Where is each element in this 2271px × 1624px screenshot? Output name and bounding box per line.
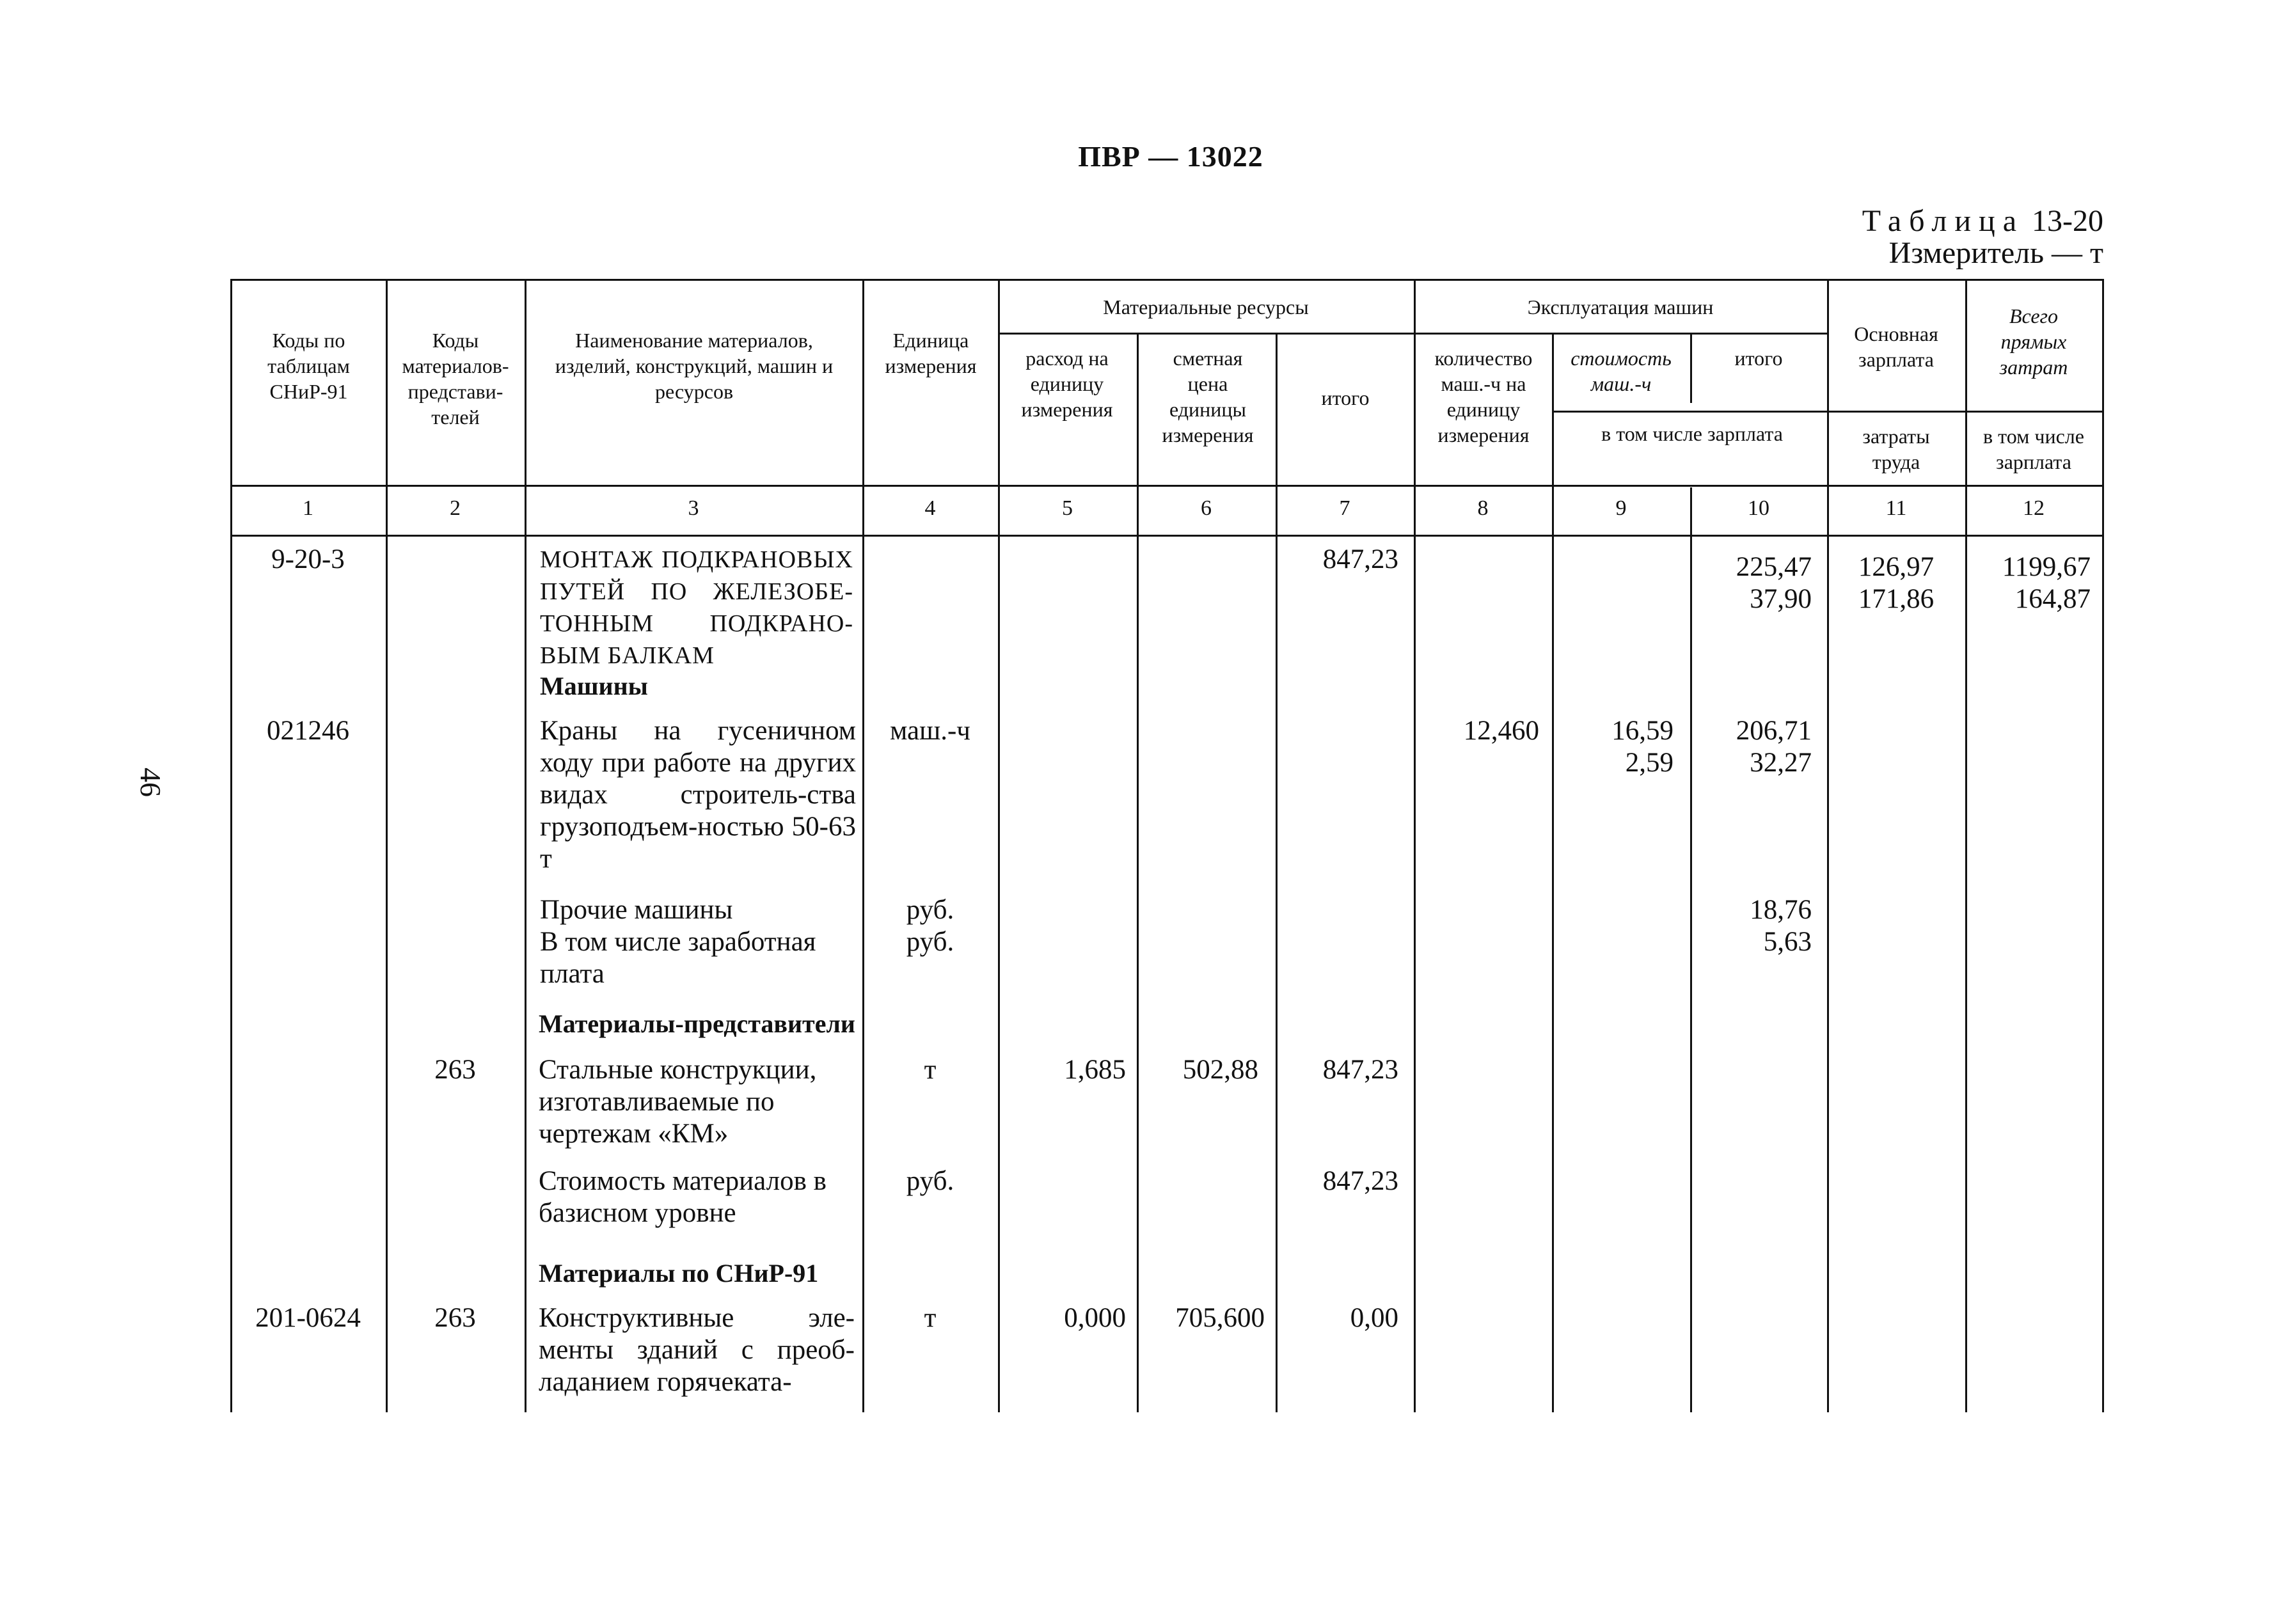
row5-col5: 1,685 <box>1064 1055 1126 1085</box>
col-line-9 <box>1690 333 1692 403</box>
col-number-11: 11 <box>1885 496 1907 520</box>
row7-col5: 0,000 <box>1064 1303 1126 1333</box>
row1-col10-wage: 37,90 <box>1750 584 1812 614</box>
numbers-bottom-border <box>230 535 2102 537</box>
table-top-border <box>230 279 2102 281</box>
group-header-underline <box>998 333 1827 335</box>
col8-header: количество маш.-ч на единицу измерения <box>1434 347 1533 446</box>
col-number-3: 3 <box>688 496 699 520</box>
col10-header: итого <box>1734 347 1783 370</box>
col-number-6: 6 <box>1201 496 1212 520</box>
row6-unit: руб. <box>906 1166 954 1196</box>
row7-unit: т <box>924 1303 937 1333</box>
document-title: ПВР — 13022 <box>1078 140 1263 173</box>
page-number: 46 <box>134 768 167 797</box>
row5-col6: 502,88 <box>1182 1055 1258 1085</box>
row4-name: В том числе заработная плата <box>540 927 816 989</box>
header-bottom-border <box>230 485 2102 487</box>
row2-unit: маш.-ч <box>890 716 970 746</box>
col-line-0 <box>230 279 232 1412</box>
col-number-1: 1 <box>303 496 313 520</box>
row6-col7: 847,23 <box>1322 1166 1398 1196</box>
col-line-10 <box>1827 279 1829 1412</box>
col-line-12 <box>2102 279 2104 1412</box>
col2-header: Коды материалов-представи-телей <box>402 329 509 429</box>
col9-header: стоимость маш.-ч <box>1571 347 1672 395</box>
row6-name: Стоимость материалов в базисном уровне <box>539 1166 827 1228</box>
col-number-12: 12 <box>2023 496 2045 520</box>
row2-col8-qty: 12,460 <box>1463 716 1539 746</box>
table-label <box>1862 203 2103 239</box>
row7-code2: 263 <box>434 1303 476 1333</box>
subheader-underline <box>1552 411 2102 413</box>
col-number-5: 5 <box>1062 496 1073 520</box>
row1-col12-total: 1199,67 <box>2002 552 2091 582</box>
table-word: Таблица <box>1862 204 2025 238</box>
row3-col10-total: 18,76 <box>1750 895 1812 925</box>
row2-col10-total: 206,71 <box>1736 716 1812 746</box>
col-number-4: 4 <box>924 496 936 520</box>
row2-col9-wage: 2,59 <box>1625 748 1674 778</box>
col4-header: Единица измерения <box>885 329 977 377</box>
estimate-table <box>230 279 2102 1412</box>
col12-header-bottom: в том числе зарплата <box>1983 425 2084 473</box>
row2-col9-cost: 16,59 <box>1611 716 1674 746</box>
row4-unit: руб. <box>906 927 954 957</box>
col9-10-subheader: в том числе зарплата <box>1601 422 1783 445</box>
col-line-6 <box>1276 333 1278 1412</box>
col6-header: сметная цена единицы измерения <box>1162 347 1254 446</box>
row7-col6: 705,600 <box>1175 1303 1265 1333</box>
col-line-11 <box>1965 279 1967 1412</box>
row1-col11-wage: 126,97 <box>1858 552 1935 582</box>
col-line-1 <box>386 279 388 1412</box>
row1-col12-wage: 164,87 <box>2014 584 2091 614</box>
row3-name: Прочие машины <box>540 895 733 925</box>
table-number: 13-20 <box>2032 204 2103 238</box>
col1-header: Коды по таблицам СНиР-91 <box>267 329 350 403</box>
col-number-7: 7 <box>1339 496 1350 520</box>
col-number-2: 2 <box>450 496 461 520</box>
row1-col11-labour: 171,86 <box>1858 584 1935 614</box>
materials-group-header: Материальные ресурсы <box>1103 296 1309 319</box>
col7-header: итого <box>1321 386 1370 409</box>
col3-header: Наименование материалов, изделий, конструкций, машин и ресурсов <box>555 329 834 403</box>
row1-name: МОНТАЖ ПОДКРАНОВЫХ ПУТЕЙ ПО ЖЕЛЕЗОБЕ-ТОННЫМ ПОДКРАНО-ВЫМ БАЛКАМ <box>540 546 853 669</box>
machines-group-header: Эксплуатация машин <box>1527 296 1714 319</box>
section-materials-snir: Материалы по СНиР-91 <box>539 1259 819 1288</box>
row2-code: 021246 <box>267 716 349 746</box>
row7-code: 201-0624 <box>255 1303 361 1333</box>
row7-name: Конструктивные эле-менты зданий с преоб-ладанием горячеката- <box>539 1303 855 1397</box>
col-line-5 <box>1137 333 1139 1412</box>
row5-name: Стальные конструкции, изготавливаемые по чертежам «КМ» <box>539 1055 817 1149</box>
row2-col10-wage: 32,27 <box>1750 748 1812 778</box>
col12-header-top: Всего прямых затрат <box>1999 304 2068 379</box>
row4-col10-total: 5,63 <box>1763 927 1812 957</box>
row5-code2: 263 <box>434 1055 476 1085</box>
row1-col10-total: 225,47 <box>1736 552 1812 582</box>
col11-header-top: Основная зарплата <box>1854 322 1938 371</box>
row1-col7-total: 847,23 <box>1322 544 1398 574</box>
col-line-8 <box>1552 333 1554 1412</box>
row1-code: 9-20-3 <box>271 544 345 574</box>
row7-col7: 0,00 <box>1350 1303 1398 1333</box>
row5-col7: 847,23 <box>1322 1055 1398 1085</box>
section-machines: Машины <box>540 672 648 700</box>
col-line-7 <box>1414 279 1416 1412</box>
col11-header-bottom: затраты труда <box>1862 425 1930 473</box>
col-number-8: 8 <box>1477 496 1489 520</box>
col-line-4 <box>998 279 1000 1412</box>
row3-unit: руб. <box>906 895 954 925</box>
row5-unit: т <box>924 1055 937 1085</box>
col-number-9: 9 <box>1615 496 1627 520</box>
section-materials-representatives: Материалы-представители <box>539 1009 855 1038</box>
col-line-2 <box>525 279 526 1412</box>
col-number-10: 10 <box>1748 496 1769 520</box>
row2-name: Краны на гусеничном ходу при работе на других видах строитель-ства грузоподъем-ностью 50-63 т <box>540 716 856 874</box>
measure-label: Измеритель — т <box>1888 236 2103 270</box>
col-line-3 <box>862 279 864 1412</box>
col5-header: расход на единицу измерения <box>1021 347 1113 421</box>
